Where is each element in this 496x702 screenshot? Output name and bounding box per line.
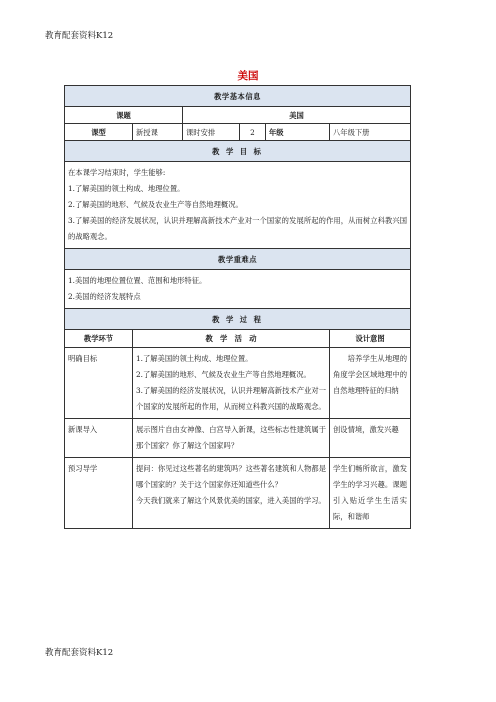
col-header-activity: 教 学 活 动 <box>133 330 330 348</box>
design-cell: 创设情境，激发兴趣 <box>330 419 411 458</box>
stage-cell: 新课导入 <box>65 419 133 458</box>
goals-block <box>65 162 411 249</box>
section-goals: 教 学 目 标 <box>65 141 411 162</box>
type-value: 新授课 <box>133 124 183 141</box>
lesson-plan-table <box>64 85 411 529</box>
activity-line: 3.了解美国的经济发展状况，认识并理解高新技术产业对一个国家的发展所起的作用，从而树立科教兴国的战略观念。 <box>136 386 326 411</box>
key-point-item: 2.美国的经济发展特点 <box>68 292 141 301</box>
activity-line: 1.了解美国的领土构成、地理位置。 <box>136 354 253 363</box>
activity-cell <box>133 348 330 419</box>
stage-cell: 预习导学 <box>65 458 133 529</box>
key-point-item: 1.美国的地理位置位置、范围和地形特征。 <box>68 276 207 285</box>
grade-label: 年级 <box>266 124 330 141</box>
section-key-points: 教学重难点 <box>65 249 411 270</box>
page-title: 美国 <box>237 70 259 82</box>
topic-value: 美国 <box>183 107 411 124</box>
type-label: 课型 <box>65 124 133 141</box>
hours-value: 2 <box>240 124 266 141</box>
topic-label: 课题 <box>65 107 183 124</box>
col-header-stage: 教学环节 <box>65 330 133 348</box>
activity-cell <box>133 419 330 458</box>
goal-item: 1.了解美国的领土构成、地理位置。 <box>68 184 185 193</box>
page-footer: 教育配套资料K12 <box>45 648 114 658</box>
activity-line: 2.了解美国的地形、气候及农业生产等自然地理概况。 <box>136 370 311 379</box>
goals-intro: 在本课学习结束时，学生能够: <box>68 168 166 177</box>
col-header-design: 设计意图 <box>330 330 411 348</box>
activity-line: 提问：你见过这些著名的建筑吗？这些著名建筑和人物都是哪个国家的？关于这个国家你还知道些什么？ <box>136 464 326 489</box>
section-basic-info: 教学基本信息 <box>65 86 411 107</box>
key-points-block <box>65 270 411 309</box>
section-process: 教 学 过 程 <box>65 309 411 330</box>
activity-line: 今天我们就来了解这个风景优美的国家，进入美国的学习。 <box>136 496 326 505</box>
goal-item: 3.了解美国的经济发展状况，认识并理解高新技术产业对一个国家的发展所起的作用，从而树立科教兴国的战略观念。 <box>68 216 408 241</box>
design-cell: 学生们畅所欲言，激发学生的学习兴趣。课题引入贴近学生生活实际，和谐师 <box>330 458 411 529</box>
hours-label: 课时安排 <box>183 124 240 141</box>
activity-cell <box>133 458 330 529</box>
activity-line: 展示图片自由女神像、白宫导入新课，这些标志性建筑属于那个国家？你了解这个国家吗？ <box>136 425 326 450</box>
goal-item: 2.了解美国的地形、气候及农业生产等自然地理概况。 <box>68 200 243 209</box>
stage-cell: 明确目标 <box>65 348 133 419</box>
grade-value: 八年级下册 <box>330 124 411 141</box>
design-cell: 培养学生从地理的角度学会区域地理中的自然地理特征的归纳 <box>330 348 411 419</box>
page-header: 教育配套资料K12 <box>45 31 114 41</box>
